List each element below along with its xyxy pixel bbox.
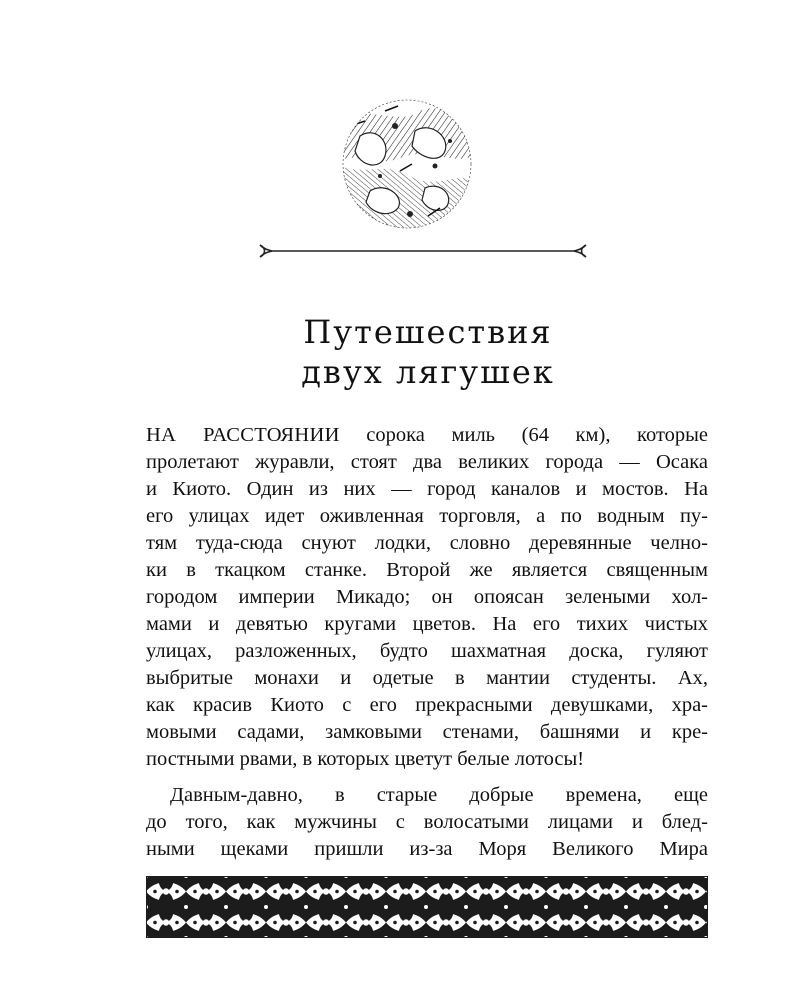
text-line: тям туда-сюда снуют лодки, словно деревянные челно- [146, 532, 708, 554]
text-line: ки в ткацком станке. Второй же является священным [146, 559, 708, 581]
text-line: и Киото. Один из них — город каналов и мостов. На [146, 478, 708, 500]
paragraph-2 [146, 782, 708, 863]
story-title-line-1: Путешествия [303, 313, 553, 351]
text-line: пролетают журавли, стоят два великих города — Осака [146, 451, 708, 473]
text-line: постными рвами, в которых цветут белые лотосы! [146, 748, 585, 770]
text-line: выбритые монахи и одетые в мантии студенты. Ах, [146, 667, 708, 689]
arrow-rule-icon [256, 240, 590, 262]
text-line: мовыми садами, замковыми стенами, башнями и кре- [146, 721, 708, 743]
story-title-line-2: двух лягушек [301, 353, 555, 391]
text-line: мами и девятью кругами цветов. На его тихих чистых [146, 613, 708, 635]
story-title [150, 312, 706, 392]
text-line: НА РАССТОЯНИИ сорока миль (64 км), которые [146, 424, 709, 446]
text-line: улицах, разложенных, будто шахматная доска, гуляют [146, 640, 708, 662]
lead-in: НА РАССТОЯНИИ [146, 424, 340, 446]
text-line: как красив Киото с его прекрасными девушками, хра- [146, 694, 708, 716]
text-line: ными щеками пришли из-за Моря Великого Мира [146, 838, 708, 860]
text-line: городом империи Микадо; он опоясан зелеными хол- [146, 586, 708, 608]
paragraph-1 [146, 422, 708, 773]
round-etching-icon [340, 96, 474, 232]
text-line: до того, как мужчины с волосатыми лицами и блед- [146, 811, 708, 833]
text-line: Давным-давно, в старые добрые времена, еще [170, 784, 708, 806]
flower-pattern-band [146, 876, 708, 938]
text-line: его улицах идет оживленная торговля, а по водным пу- [146, 505, 708, 527]
